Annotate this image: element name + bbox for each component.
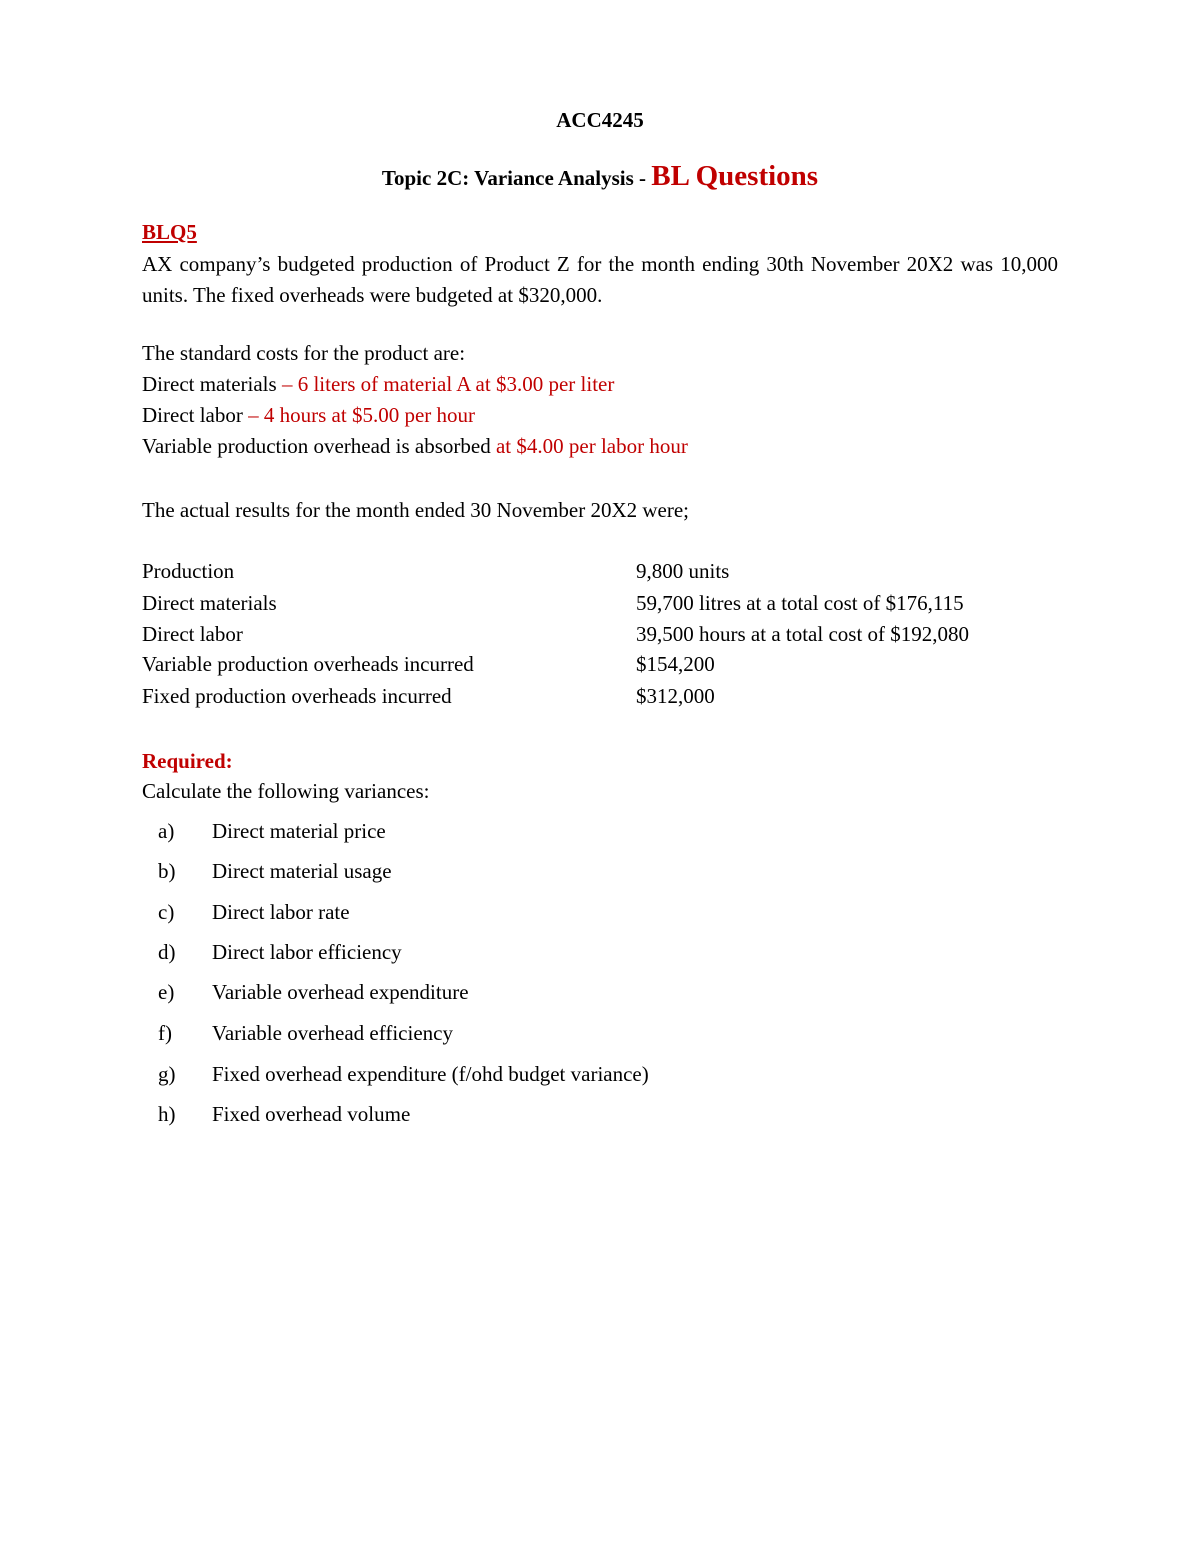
topic-accent: BL Questions (651, 160, 819, 192)
list-text: Variable overhead efficiency (212, 1021, 453, 1045)
list-text: Fixed overhead volume (212, 1102, 411, 1126)
list-text: Direct material price (212, 819, 386, 843)
actual-value: 59,700 litres at a total cost of $176,115 (636, 591, 964, 615)
standard-cost-detail: at $4.00 per labor hour (495, 434, 688, 458)
actual-value: 39,500 hours at a total cost of $192,080 (636, 622, 970, 646)
standard-costs-heading: The standard costs for the product are: (142, 341, 466, 365)
actual-label: Variable production overheads incurred (142, 652, 474, 676)
question-intro: AX company’s budgeted production of Product Z for the month ending 30th November 20X2 was 10,000 units. The fixed overheads were budgeted at $320,000. (142, 252, 1058, 307)
required-instruction: Calculate the following variances: (142, 779, 430, 803)
required-label: Required: (142, 749, 233, 773)
topic-title (0, 160, 1200, 193)
list-text: Direct labor efficiency (212, 940, 402, 964)
course-code: ACC4245 (556, 108, 644, 132)
list-text: Variable overhead expenditure (212, 980, 469, 1004)
list-text: Direct labor rate (212, 900, 350, 924)
list-text: Direct material usage (212, 859, 392, 883)
standard-cost-detail: – 6 liters of material A at $3.00 per liter (281, 372, 615, 396)
standard-cost-labor (142, 403, 475, 428)
standard-cost-overhead (142, 434, 688, 459)
actual-label: Direct labor (142, 622, 243, 646)
list-letter: a) (158, 819, 175, 843)
actual-label: Fixed production overheads incurred (142, 684, 452, 708)
question-label: BLQ5 (142, 220, 197, 244)
actual-results-heading: The actual results for the month ended 30 November 20X2 were; (142, 498, 689, 522)
list-text: Fixed overhead expenditure (f/ohd budget variance) (212, 1062, 649, 1086)
actual-value: $312,000 (636, 684, 715, 708)
actual-label: Production (142, 559, 235, 583)
standard-cost-prefix: Variable production overhead is absorbed (142, 434, 496, 458)
actual-label: Direct materials (142, 591, 277, 615)
list-letter: h) (158, 1102, 176, 1126)
list-letter: c) (158, 900, 175, 924)
topic-prefix: Topic 2C: Variance Analysis - (381, 166, 652, 190)
standard-cost-prefix: Direct labor (142, 403, 249, 427)
list-letter: g) (158, 1062, 176, 1086)
standard-cost-prefix: Direct materials (142, 372, 282, 396)
list-letter: b) (158, 859, 176, 883)
list-letter: e) (158, 980, 175, 1004)
list-letter: d) (158, 940, 176, 964)
list-letter: f) (158, 1021, 172, 1045)
standard-cost-materials (142, 372, 614, 397)
actual-value: $154,200 (636, 652, 715, 676)
standard-cost-detail: – 4 hours at $5.00 per hour (248, 403, 476, 427)
actual-value: 9,800 units (636, 559, 730, 583)
